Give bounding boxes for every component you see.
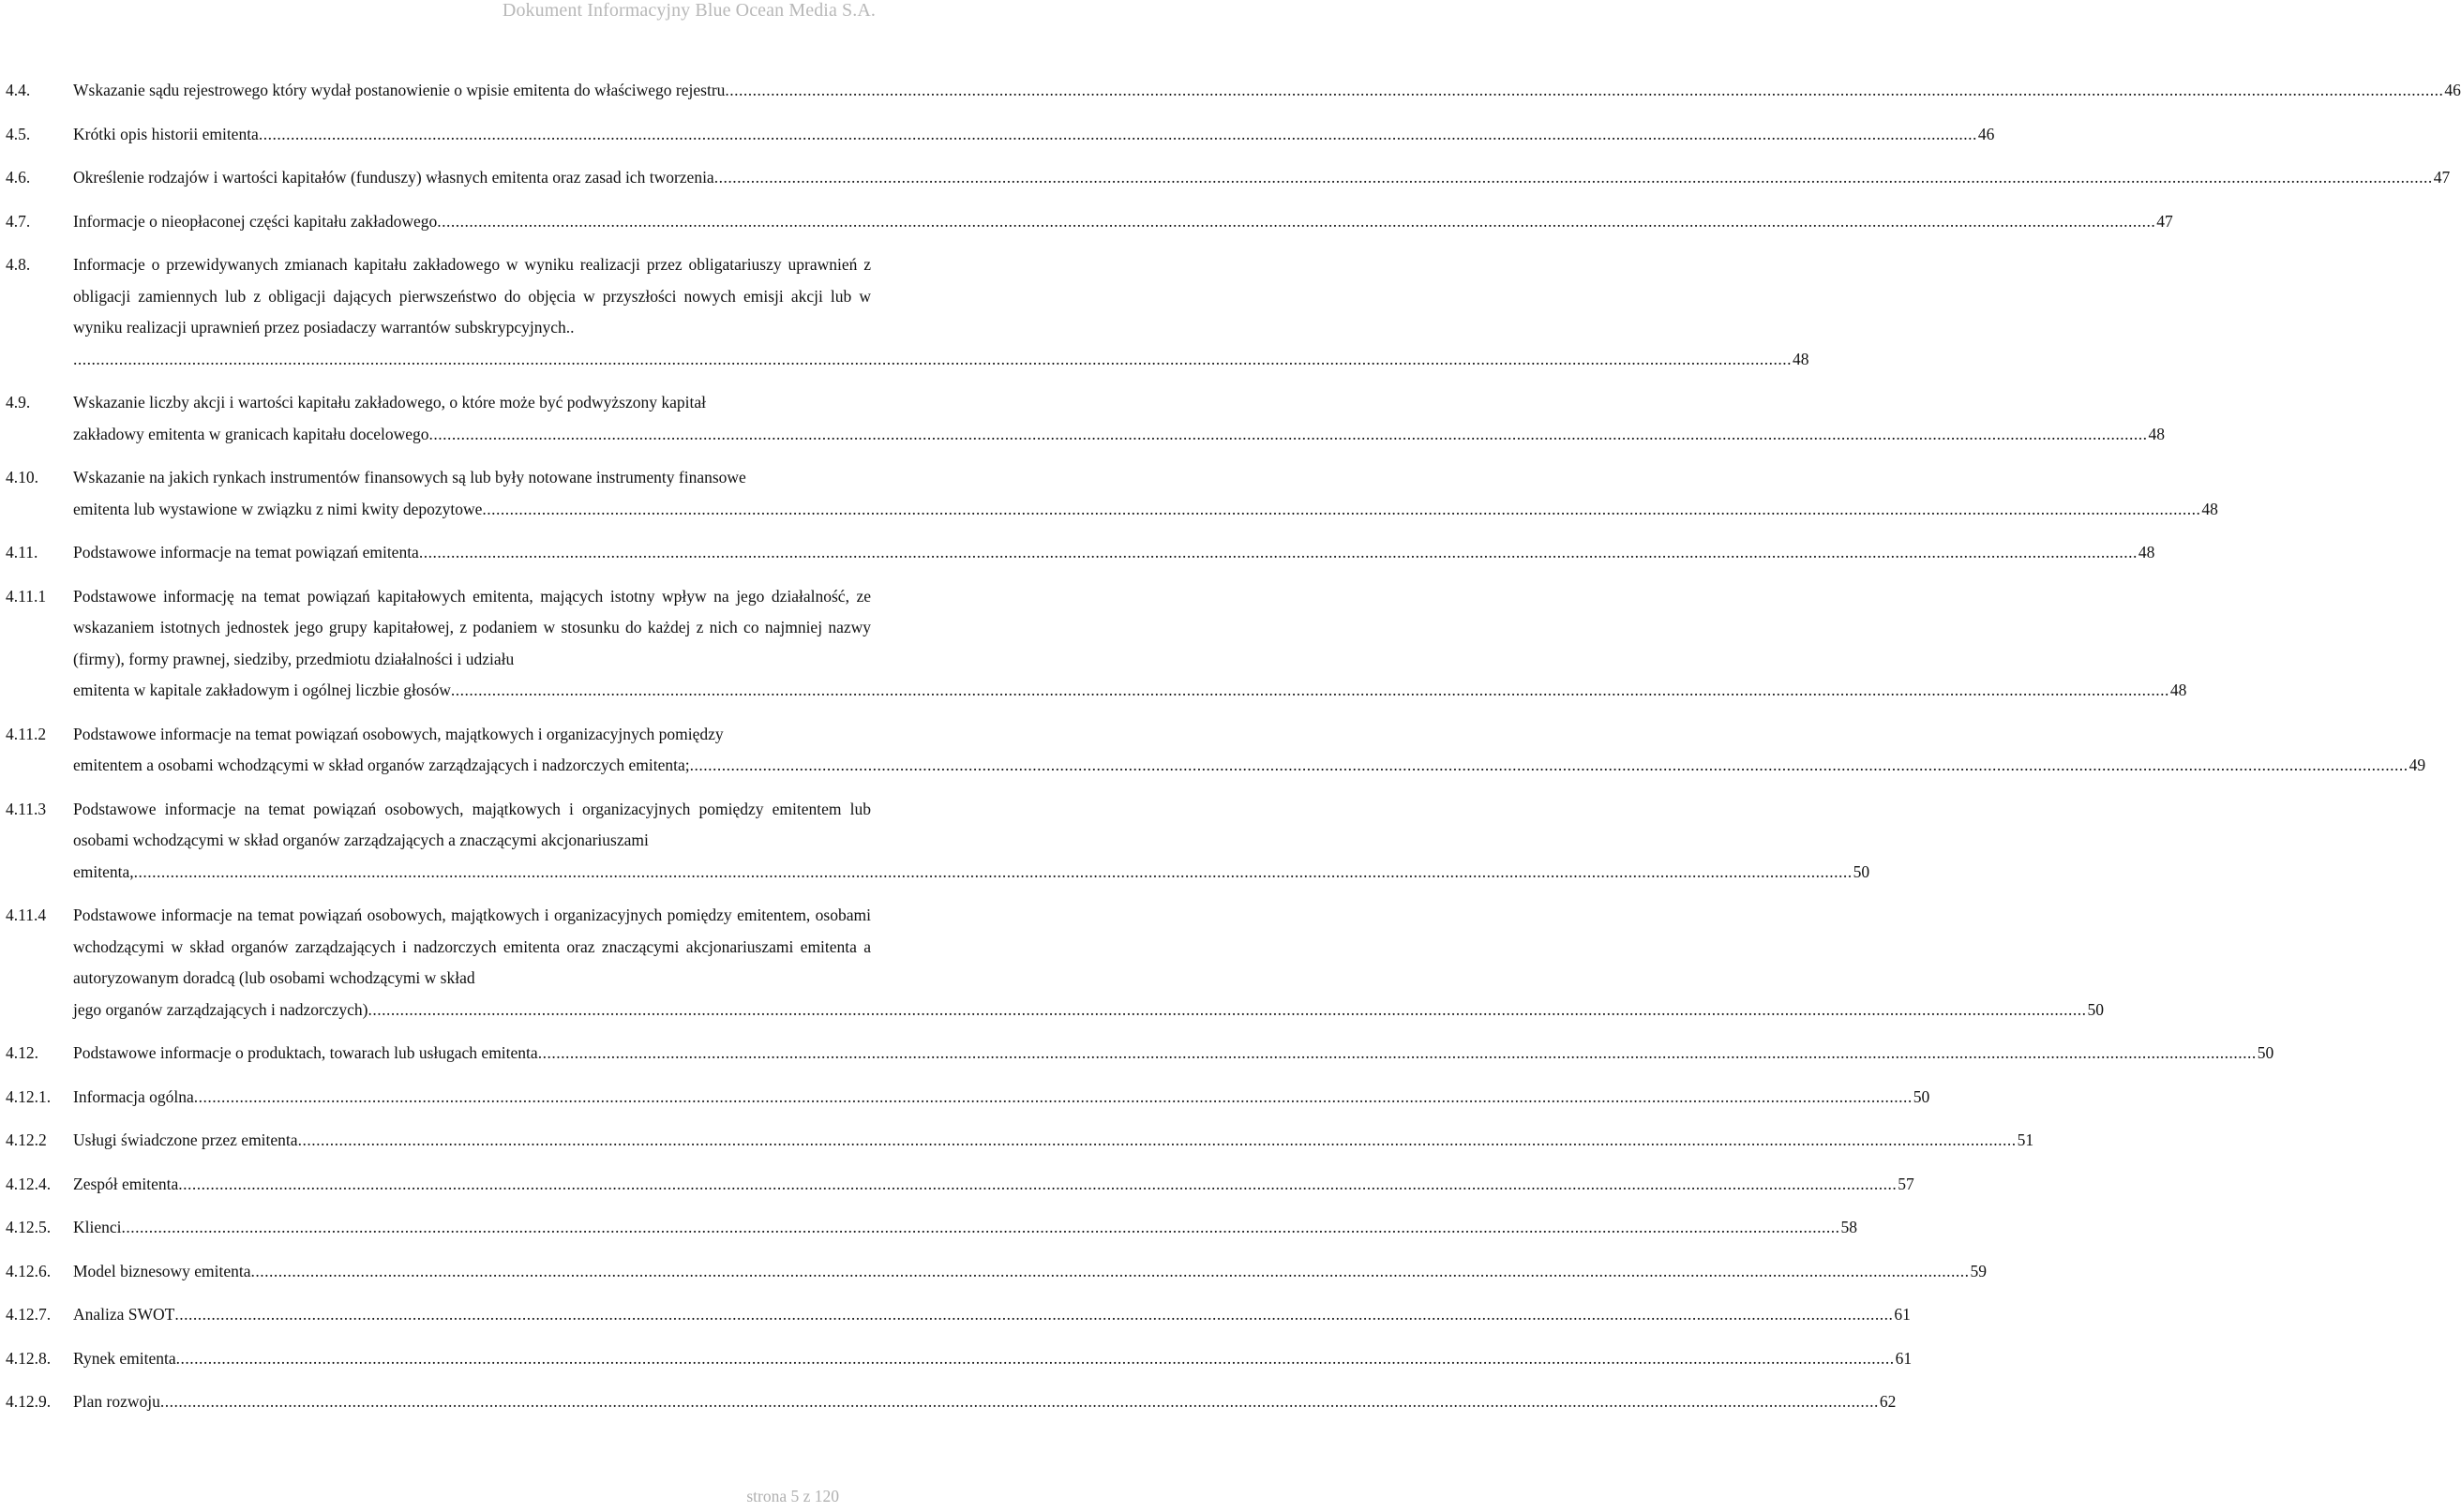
toc-entry-text — [73, 119, 1995, 151]
toc-entry-line: Podstawowe informacje na temat powiązań osobowych, majątkowych i organizacyjnych pomiędzy emitentem, osobami wchodzącymi w skład organów zarządzających i nadzorczych emitenta oraz znaczącymi akcjonariuszami emitenta a autoryzowanym doradcą (lub osobami wchodzącymi w skład — [73, 906, 871, 987]
toc-entry-title: Analiza SWOT — [73, 1305, 175, 1324]
toc-spacer — [6, 1287, 871, 1299]
toc-entry[interactable] — [6, 1169, 1914, 1201]
toc-entry[interactable] — [6, 1212, 1858, 1244]
toc-entry[interactable] — [6, 1299, 1911, 1331]
toc-entry-leader-line — [73, 119, 1995, 151]
toc-entry-page-number: 46 — [2444, 81, 2461, 99]
toc-spacer — [6, 1200, 871, 1212]
toc-entry-page-number: 47 — [2433, 168, 2451, 187]
toc-spacer — [6, 1070, 871, 1082]
toc-entry-number: 4.11.3 — [6, 799, 47, 818]
toc-entry[interactable] — [6, 1082, 1930, 1114]
dot-leader — [725, 75, 2443, 107]
dot-leader — [160, 1386, 1879, 1418]
toc-entry-number: 4.4. — [6, 81, 31, 99]
toc-entry-text — [73, 1299, 1911, 1331]
toc-entry-number: 4.12.1. — [6, 1086, 52, 1106]
toc-spacer — [6, 237, 871, 249]
toc-entry-page-number: 48 — [1793, 349, 1809, 368]
toc-entry-number: 4.11.1 — [6, 586, 47, 606]
dot-leader — [176, 1343, 1895, 1375]
toc-entry-page-number: 51 — [2017, 1130, 2034, 1149]
toc-entry-title: Plan rozwoju — [73, 1392, 160, 1411]
page-number-footer: strona 5 z 120 — [746, 1487, 839, 1505]
dot-leader — [73, 344, 1792, 376]
toc-entry-title: zakładowy emitenta w granicach kapitału docelowego — [73, 424, 429, 443]
toc-entry-leader-line — [73, 206, 2173, 238]
toc-entry-title: Podstawowe informacje na temat powiązań emitenta — [73, 543, 419, 561]
toc-spacer — [6, 1157, 871, 1169]
toc-entry-page-number: 48 — [2169, 681, 2187, 699]
toc-entry-title: emitenta w kapitale zakładowym i ogólnej liczbie głosów — [73, 681, 451, 699]
toc-entry-text — [73, 719, 2426, 782]
toc-entry-number: 4.12.6. — [6, 1261, 52, 1280]
toc-entry-text — [73, 1212, 1858, 1244]
toc-entry[interactable] — [6, 900, 2104, 1025]
toc-entry-title: Krótki opis historii emitenta — [73, 124, 259, 143]
dot-leader — [714, 162, 2433, 194]
dot-leader — [134, 857, 1853, 889]
toc-entry-leader-line — [73, 494, 2218, 526]
toc-entry[interactable] — [6, 119, 1995, 151]
toc-entry-page-number: 50 — [2257, 1043, 2274, 1062]
toc-spacer — [6, 569, 871, 581]
dot-leader — [451, 675, 2169, 707]
toc-entry-number: 4.11.2 — [6, 724, 47, 743]
toc-entry-page-number: 49 — [2408, 756, 2426, 774]
toc-spacer — [6, 1244, 871, 1256]
toc-entry-title: Zespół emitenta — [73, 1174, 179, 1193]
toc-entry-title: Określenie rodzajów i wartości kapitałów (funduszy) własnych emitenta oraz zasad ich tworzenia — [73, 168, 714, 187]
toc-entry[interactable] — [6, 75, 2461, 107]
dot-leader — [194, 1082, 1913, 1114]
toc-entry[interactable] — [6, 794, 1870, 889]
toc-entry[interactable] — [6, 1125, 2034, 1157]
dot-leader — [251, 1256, 1970, 1288]
toc-entry-text — [73, 462, 2218, 525]
toc-entry-title: Podstawowe informacje o produktach, towarach lub usługach emitenta — [73, 1043, 538, 1062]
toc-entry[interactable] — [6, 462, 2218, 525]
toc-entry-page-number: 48 — [2201, 499, 2218, 518]
toc-entry-number: 4.12.9. — [6, 1392, 52, 1411]
dot-leader — [368, 995, 2087, 1026]
toc-entry-text — [73, 1125, 2034, 1157]
dot-leader — [690, 750, 2408, 782]
toc-entry-leader-line — [73, 995, 2104, 1026]
toc-entry-leader-line — [73, 1212, 1858, 1244]
toc-entry-title: emitentem a osobami wchodzącymi w skład organów zarządzających i nadzorczych emitenta; — [73, 756, 690, 774]
toc-entry-title: emitenta, — [73, 861, 134, 881]
toc-entry-text — [73, 75, 2461, 107]
table-of-contents — [6, 75, 2461, 1418]
toc-entry-line: Informacje o przewidywanych zmianach kapitału zakładowego w wyniku realizacji przez obligatariuszy uprawnień z obligacji zamiennych lub z obligacji dających pierwszeństwo do objęcia w przyszłości nowych emisji akcji lub w wyniku realizacji uprawnień przez posiadaczy warrantów subskrypcyjnych.. — [73, 255, 871, 337]
dot-leader — [174, 1299, 1893, 1331]
toc-entry-page-number: 57 — [1898, 1174, 1914, 1193]
toc-entry-number: 4.12.4. — [6, 1174, 52, 1193]
toc-entry-title: Model biznesowy emitenta — [73, 1261, 251, 1280]
toc-entry-leader-line — [73, 1038, 2274, 1070]
toc-entry[interactable] — [6, 249, 1809, 375]
toc-entry-leader-line — [73, 344, 1809, 376]
toc-entry[interactable] — [6, 1256, 1988, 1288]
toc-entry[interactable] — [6, 1038, 2274, 1070]
toc-entry-leader-line — [73, 857, 1870, 889]
dot-leader — [538, 1038, 2257, 1070]
toc-entry-number: 4.12.2 — [6, 1130, 47, 1149]
toc-spacer — [6, 194, 871, 206]
toc-entry-text — [73, 1082, 1930, 1114]
toc-entry[interactable] — [6, 1343, 1913, 1375]
toc-entry-page-number: 47 — [2156, 211, 2173, 231]
toc-spacer — [6, 150, 871, 162]
toc-spacer — [6, 525, 871, 537]
toc-entry-page-number: 58 — [1840, 1218, 1858, 1236]
toc-entry[interactable] — [6, 206, 2173, 238]
toc-entry-title: jego organów zarządzających i nadzorczych) — [73, 999, 368, 1019]
toc-entry-page-number: 61 — [1895, 1348, 1913, 1368]
toc-entry[interactable] — [6, 387, 2165, 450]
toc-spacer — [6, 782, 871, 794]
toc-entry-number: 4.8. — [6, 255, 31, 274]
document-header-title: Dokument Informacyjny Blue Ocean Media S.A. — [502, 0, 876, 21]
toc-entry-page-number: 61 — [1894, 1305, 1911, 1324]
dot-leader — [178, 1169, 1897, 1201]
toc-entry-text — [73, 162, 2451, 194]
toc-entry[interactable] — [6, 719, 2426, 782]
dot-leader — [419, 537, 2138, 569]
toc-entry-leader-line — [73, 75, 2461, 107]
toc-entry-number: 4.12.5. — [6, 1218, 52, 1236]
toc-entry-leader-line — [73, 537, 2155, 569]
toc-entry-number: 4.12.8. — [6, 1348, 52, 1368]
toc-entry-page-number: 59 — [1970, 1261, 1988, 1280]
toc-entry-leader-line — [73, 1125, 2034, 1157]
toc-entry-leader-line — [73, 675, 2187, 707]
toc-spacer — [6, 1113, 871, 1125]
toc-entry-line: Podstawowe informację na temat powiązań kapitałowych emitenta, mających istotny wpływ na jego działalność, ze wskazaniem istotnych jednostek jego grupy kapitałowej, z podaniem w stosunku do każdej z nich co najmniej nazwy (firmy), formy prawnej, siedziby, przedmiotu działalności i udziału — [73, 586, 871, 668]
toc-entry-line: Podstawowe informacje na temat powiązań osobowych, majątkowych i organizacyjnych pomiędzy emitentem lub osobami wchodzącymi w skład organów zarządzających a znaczącymi akcjonariuszami — [73, 799, 871, 849]
toc-entry-line: Wskazanie liczby akcji i wartości kapitału zakładowego, o które może być podwyższony kapitał — [73, 393, 706, 412]
toc-entry-number: 4.5. — [6, 124, 31, 143]
toc-entry-number: 4.6. — [6, 168, 31, 187]
toc-entry-text — [73, 249, 1809, 375]
toc-entry-line: Wskazanie na jakich rynkach instrumentów finansowych są lub były notowane instrumenty finansowe — [73, 468, 746, 487]
toc-spacer — [6, 450, 871, 462]
toc-entry-title: Informacja ogólna — [73, 1086, 194, 1106]
toc-entry-page-number: 48 — [2138, 543, 2155, 561]
toc-entry-page-number: 62 — [1879, 1392, 1897, 1411]
toc-entry-page-number: 46 — [1977, 124, 1995, 143]
toc-entry-number: 4.11. — [6, 543, 38, 561]
toc-entry-text — [73, 537, 2155, 569]
toc-entry-title: Usługi świadczone przez emitenta — [73, 1130, 298, 1149]
toc-spacer — [6, 1331, 871, 1343]
toc-entry-title: Rynek emitenta — [73, 1348, 176, 1368]
toc-entry-text — [73, 794, 1870, 889]
toc-entry-text — [73, 1038, 2274, 1070]
toc-entry-page-number: 50 — [1913, 1086, 1930, 1106]
toc-entry-number: 4.9. — [6, 393, 31, 412]
toc-entry[interactable] — [6, 537, 2155, 569]
toc-entry[interactable] — [6, 581, 2187, 707]
toc-entry-text — [73, 1256, 1988, 1288]
toc-entry-number: 4.10. — [6, 468, 38, 487]
toc-entry-number: 4.11.4 — [6, 906, 47, 924]
toc-entry-text — [73, 387, 2165, 450]
toc-spacer — [6, 707, 871, 719]
dot-leader — [298, 1125, 2017, 1157]
dot-leader — [482, 494, 2200, 526]
toc-entry-page-number: 50 — [2087, 999, 2104, 1019]
toc-entry-leader-line — [73, 1299, 1911, 1331]
toc-entry-text — [73, 206, 2173, 238]
toc-entry-leader-line — [73, 1256, 1988, 1288]
toc-spacer — [6, 1374, 871, 1386]
toc-entry-leader-line — [73, 750, 2426, 782]
toc-entry-leader-line — [73, 1343, 1913, 1375]
dot-leader — [429, 419, 2148, 451]
toc-entry-text — [73, 900, 2104, 1025]
toc-spacer — [6, 888, 871, 900]
toc-spacer — [6, 107, 871, 119]
toc-entry-number: 4.7. — [6, 211, 31, 231]
toc-entry-number: 4.12.7. — [6, 1305, 52, 1324]
toc-entry-text — [73, 1169, 1914, 1201]
toc-entry-leader-line — [73, 1169, 1914, 1201]
dot-leader — [122, 1212, 1840, 1244]
dot-leader — [259, 119, 1977, 151]
toc-spacer — [6, 375, 871, 387]
toc-entry-text — [73, 581, 2187, 707]
toc-entry-leader-line — [73, 162, 2451, 194]
toc-entry-text — [73, 1343, 1913, 1375]
toc-entry-leader-line — [73, 419, 2165, 451]
toc-entry-leader-line — [73, 1082, 1930, 1114]
toc-entry-title: emitenta lub wystawione w związku z nimi kwity depozytowe — [73, 499, 483, 518]
toc-spacer — [6, 1025, 871, 1038]
toc-entry-page-number: 50 — [1853, 861, 1870, 881]
toc-entry[interactable] — [6, 1386, 1897, 1418]
toc-entry-title: Klienci — [73, 1218, 122, 1236]
toc-entry-title: Informacje o nieopłaconej części kapitału zakładowego — [73, 211, 438, 231]
toc-entry-page-number: 48 — [2148, 424, 2165, 443]
toc-entry-number: 4.12. — [6, 1043, 38, 1062]
dot-leader — [437, 206, 2155, 238]
toc-entry[interactable] — [6, 162, 2451, 194]
toc-entry-leader-line — [73, 1386, 1897, 1418]
toc-entry-line: Podstawowe informacje na temat powiązań osobowych, majątkowych i organizacyjnych pomiędzy — [73, 724, 724, 743]
toc-entry-text — [73, 1386, 1897, 1418]
toc-entry-title: Wskazanie sądu rejestrowego który wydał postanowienie o wpisie emitenta do właściwego rejestru — [73, 81, 726, 99]
